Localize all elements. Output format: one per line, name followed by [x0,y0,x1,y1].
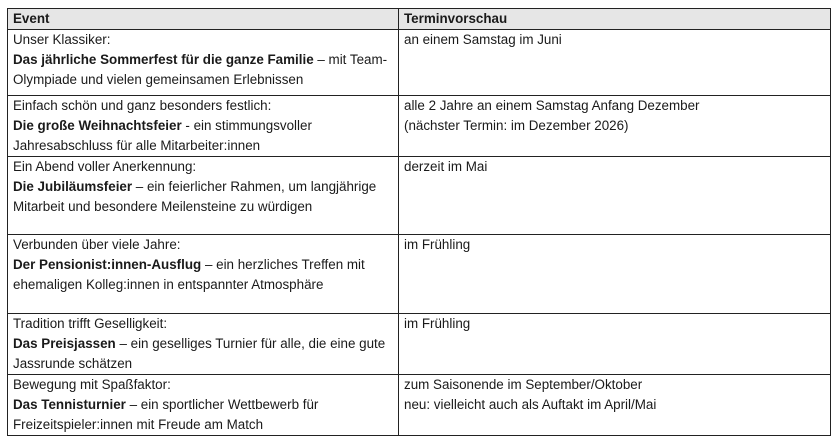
event-name: Die Jubiläumsfeier [13,179,133,194]
event-desc: – ein feierlicher Rahmen, um langjährige Mitarbeit und besondere Meilensteine zu würdigen [13,179,377,214]
event-cell [8,314,399,375]
event-intro: Unser Klassiker: [13,32,111,47]
table-row [8,30,831,96]
event-desc: – ein herzliches Treffen mit ehemaligen Kolleg:innen in entspannter Atmosphäre [13,257,365,292]
event-name: Der Pensionist:innen-Ausflug [13,257,202,272]
schedule-line: zum Saisonende im September/Oktober [404,377,643,392]
schedule-cell [399,314,831,375]
schedule-line: derzeit im Mai [404,159,488,174]
schedule-cell [399,235,831,314]
event-intro: Verbunden über viele Jahre: [13,237,181,252]
event-desc: – mit Team-Olympiade und vielen gemeinsamen Erlebnissen [13,52,388,87]
event-description [13,179,376,214]
event-cell [8,96,399,157]
schedule-line: an einem Samstag im Juni [404,32,562,47]
event-description [13,397,318,432]
event-name: Das Tennisturnier [13,397,126,412]
event-description [13,336,385,371]
table-row [8,235,831,314]
table-row [8,375,831,436]
event-intro: Bewegung mit Spaßfaktor: [13,377,171,392]
schedule-cell [399,375,831,436]
event-cell [8,375,399,436]
events-table [7,8,831,436]
schedule-line: neu: vielleicht auch als Auftakt im April/Mai [404,397,657,412]
event-description [13,52,387,87]
schedule-line: im Frühling [404,316,471,331]
schedule-line: im Frühling [404,237,471,252]
event-desc: – ein geselliges Turnier für alle, die eine gute Jassrunde schätzen [13,336,386,371]
event-intro: Ein Abend voller Anerkennung: [13,159,197,174]
table-row [8,314,831,375]
schedule-cell [399,96,831,157]
event-name: Das Preisjassen [13,336,116,351]
header-event: Event [8,9,399,30]
schedule-cell [399,157,831,235]
event-description [13,118,312,153]
event-name: Die große Weihnachtsfeier [13,118,182,133]
schedule-cell [399,30,831,96]
event-intro: Tradition trifft Geselligkeit: [13,316,168,331]
event-desc: – ein sportlicher Wettbewerb für Freizeitspieler:innen mit Freude am Match [13,397,319,432]
schedule-line: alle 2 Jahre an einem Samstag Anfang Dezember [404,98,700,113]
event-cell [8,157,399,235]
event-cell [8,235,399,314]
table-row [8,96,831,157]
table-row [8,157,831,235]
header-schedule: Terminvorschau [399,9,831,30]
schedule-line: (nächster Termin: im Dezember 2026) [404,118,629,133]
event-description [13,257,365,292]
event-cell [8,30,399,96]
table-header-row [8,9,831,30]
event-name: Das jährliche Sommerfest für die ganze Familie [13,52,314,67]
event-desc: - ein stimmungsvoller Jahresabschluss für alle Mitarbeiter:innen [13,118,312,153]
event-intro: Einfach schön und ganz besonders festlich: [13,98,272,113]
